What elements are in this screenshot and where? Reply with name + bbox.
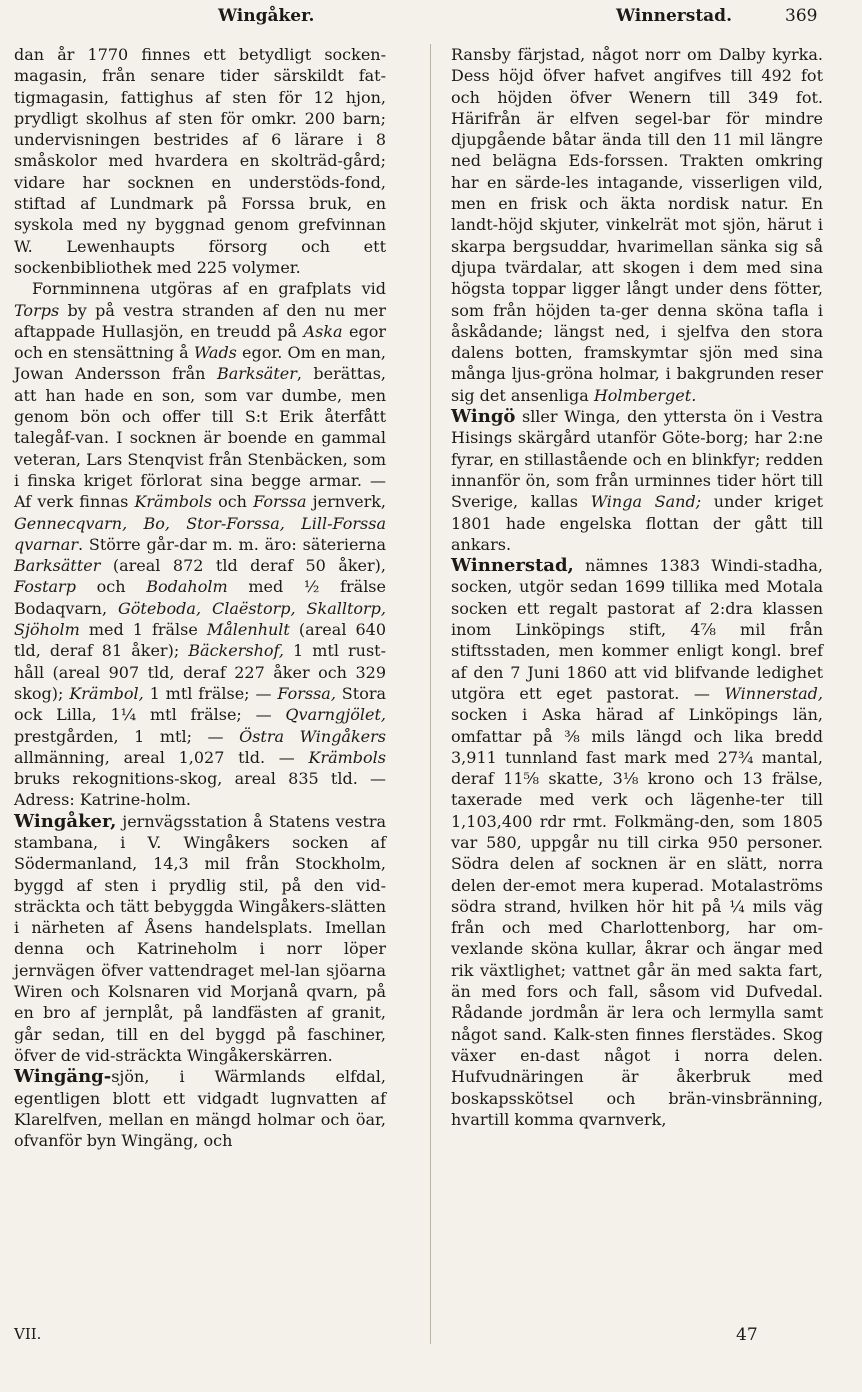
paragraph-continued: dan år 1770 finnes ett betydligt socken-magasin, från senare tider särskildt fat-tigmagasin, fattighus af sten för 12 hjon, prydligt skolhus af sten för omkr. 200 barn; undervisningen bestrides af 6 lärare i 8 småskolor med hvardera en skolträd-gård; vidare har socknen en understöds-fond, stiftad af Lundmark på Forssa bruk, en syskola med ny byggnad genom grefvinnan W. Lewenhaupts försorg och ett sockenbibliothek med 225 volymer. xyxy=(14,45,386,277)
page-header xyxy=(0,0,862,34)
running-head-left: Wingåker. xyxy=(218,6,315,26)
paragraph-fornminnen: Fornminnena utgöras af en grafplats vid Torps by på vestra stranden af den nu mer aftappade Hullasjön, en treudd på Aska egor och en stensättning å Wads egor. Om en man, Jowan Andersson från Barksäter, berättas, att han hade en son, som var dumbe, men genom bön och offer till S:t Erik återfått talegåf-van. I socknen är boende en gammal veteran, Lars Stenqvist från Stenbäcken, som i finska kriget förlorat sina begge armar. — Af verk finnas Krämbols och Forssa jernverk, Gennecqvarn, Bo, Stor-Forssa, Lill-Forssa qvarnar. Större går-dar m. m. äro: säterierna Barksätter (areal 872 tld deraf 50 åker), Fostarp och Bodaholm med ½ frälse Bodaqvarn, Göteboda, Claëstorp, Skalltorp, Sjöholm med 1 frälse Målenhult (areal 640 tld, deraf 81 åker); Bäckershof, 1 mtl rust-håll (areal 907 tld, deraf 227 åker och 329 skog); Krämbol, 1 mtl frälse; — Forssa, Stora ock Lilla, 1¼ mtl frälse; — Qvarngjölet, prestgården, 1 mtl; — Östra Wingåkers allmänning, areal 1,027 tld. — Krämbols bruks rekognitions-skog, areal 835 tld. — Adress: Katrine-holm. xyxy=(14,279,387,810)
column-divider xyxy=(430,44,431,1344)
entry-wingo: Wingö sller Winga, den yttersta ön i Vestra Hisings skärgård utanför Göte-borg; har 2:ne fyrar, en stillastående och en blinkfyr; redden innanför ön, som från urminnes tider hört till Sverige, kallas Winga Sand; under kriget 1801 hade engelska flottan der gått till ankars. xyxy=(451,406,824,554)
entry-headword: Wingö xyxy=(451,406,516,428)
entry-wingang: Wingäng-sjön, i Wärmlands elfdal, egentligen blott ett vidgadt lugnvatten af Klarelfven, mellan en mängd holmar och öar, ofvanför byn Wingäng, och xyxy=(14,1066,386,1151)
entry-wingaker: Wingåker, jernvägsstation å Statens vestra stambana, i V. Wingåkers socken af Södermanland, 14,3 mil från Stockholm, byggd af sten i prydlig stil, på den vid-sträckta och tätt bebyggda Wingåkers-slätten i närheten af Åsens handelsplats. Imellan denna och Katrineholm i norr löper jernvägen öfver vattendraget mel-lan sjöarna Wiren och Kolsnaren vid Morjanå qvarn, på en bro af jernplåt, på landfästen af granit, går sedan, till en del byggd på faschiner, öfver de vid-sträckta Wingåkerskärren. xyxy=(14,810,386,1065)
sheet-number: 47 xyxy=(736,1325,758,1345)
entry-headword: Wingäng- xyxy=(14,1066,112,1088)
right-column xyxy=(451,44,823,1130)
entry-winnerstad: Winnerstad, nämnes 1383 Windi-stadha, socken, utgör sedan 1699 tillika med Motala socken ett regalt pastorat af 2:dra klassen inom Linköpings stift, 4⅞ mil från stiftsstaden, men kommer enligt kongl. bref af den 7 Juni 1860 att vid blifvande ledighet utgöra ett eget pastorat. — Winnerstad, socken i Aska härad af Linköpings län, omfattar på ⅜ mils längd och lika bredd 3,911 tunnland fast mark med 27¾ mantal, deraf 11⅝ skatte, 3⅛ krono och 13 frälse, taxerade med verk och lägenhe-ter till 1,103,400 rdr rmt. Folkmäng-den, som 1805 var 580, uppgår nu till cirka 950 personer. Södra delen af socknen är en slätt, norra delen der-emot mera kuperad. Motalaströms södra strand, hvilken hör hit på ¼ mils väg från och med Charlottenborg, har om-vexlande sköna kullar, åkrar och ängar med rik växtlighet; vattnet går än med sakta fart, än med fors och fall, såsom vid Dufvedal. Rådande jordmån är lera och lermylla samt något sand. Kalk-sten finnes flerstädes. Skog växer en-dast något i norra delen. Hufvudnäringen är åkerbruk med boskapsskötsel och brän-vinsbränning, hvartill komma qvarnverk, xyxy=(451,555,823,1129)
entry-headword: Wingåker, xyxy=(14,810,117,832)
signature-mark: VII. xyxy=(14,1325,42,1343)
paragraph-continued: Ransby färjstad, något norr om Dalby kyrka. Dess höjd öfver hafvet angifves till 492 fot och höjden öfver Wenern till 349 fot. Härifrån är elfven segel-bar för mindre djupgående båtar ända till den 11 mil längre ned belägna Eds-forssen. Trakten omkring har en särde-les intagande, visserligen vild, men en frisk och äkta nordisk natur. En landt-höjd skjuter, vinkelrät mot sjön, härut i skarpa bergsuddar, hvarimellan sänka sig så djupa tvärdalar, att skogen i dem med sina högsta toppar ligger långt under dens fötter, som från höjden ta-ger denna sköna tafla i åskådande; längst ned, i sjelfva den stora dalens botten, framskymtar sjön med sina många ljus-gröna holmar, i bakgrunden reser sig det ansenliga Holmberget. xyxy=(451,45,823,405)
entry-headword: Winnerstad, xyxy=(451,555,574,577)
page-number: 369 xyxy=(785,6,818,26)
running-head-right: Winnerstad. xyxy=(616,6,732,26)
left-column xyxy=(14,44,386,1151)
